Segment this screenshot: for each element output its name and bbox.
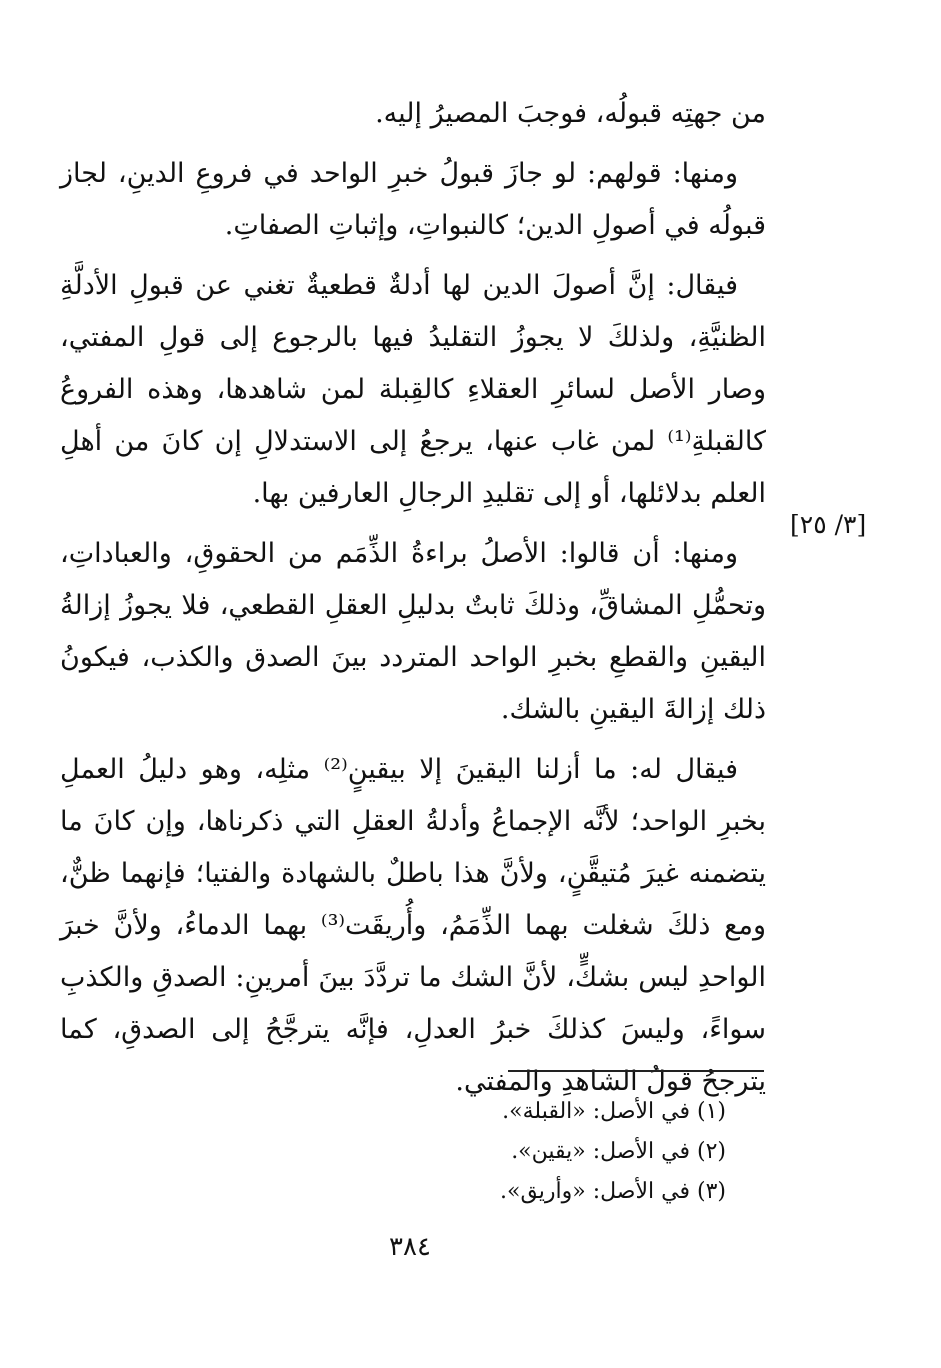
footnote-2: (٢) في الأصل: «يقين». xyxy=(511,1139,726,1164)
paragraph-objection-baraa: ومنها: أن قالوا: الأصلُ براءةُ الذِّمَم من الحقوقِ، والعباداتِ، وتحمُّلِ المشاقِّ، وذلكَ ثابتٌ بدليلِ العقلِ القطعي، فلا يجوزُ إزالةُ اليقينِ والقطعِ بخبرِ الواحد المتردد بينَ الصدق والكذب، فيكونُ ذلك إزالةَ اليقينِ بالشك. xyxy=(60,538,766,725)
footnote-1: (١) في الأصل: «القبلة». xyxy=(502,1099,726,1124)
paragraph-reply-usul: فيقال: إنَّ أصولَ الدين لها أدلةٌ قطعيةٌ تغني عن قبولِ الأدلَّةِ الظنيَّةِ، ولذلكَ لا يجوزُ التقليدُ فيها بالرجوع إلى قولِ المفتي، وصار الأصل لسائرِ العقلاءِ كالقِبلة لمن شاهدها، وهذه الفروعُ كالقبلةِ⁽¹⁾ لمن غاب عنها، يرجعُ إلى الاستدلالِ إن كانَ من أهلِ العلم بدلائلها، أو إلى تقليدِ الرجالِ العارفين بها. xyxy=(60,270,766,509)
footnote-divider xyxy=(508,1070,764,1072)
paragraph-objection-usul: ومنها: قولهم: لو جازَ قبولُ خبرِ الواحد في فروعِ الدينِ، لجاز قبولُه في أصولِ الدين؛ كالنبواتِ، وإثباتِ الصفاتِ. xyxy=(60,158,766,241)
manuscript-folio-marker: [٣/ ٢٥] xyxy=(790,510,867,539)
paragraph-continuation: من جهتِه قبولُه، فوجبَ المصيرُ إليه. xyxy=(375,98,766,129)
footnotes xyxy=(380,1092,726,1212)
main-text-body xyxy=(60,88,766,1108)
paragraph-reply-yaqin: فيقال له: ما أزلنا اليقينَ إلا بيقينٍ⁽²⁾ مثلِه، وهو دليلُ العملِ بخبرِ الواحد؛ لأنَّه الإجماعُ وأدلةُ العقلِ التي ذكرناها، وإن كانَ ما يتضمنه غيرَ مُتيقَّنٍ، ولأنَّ هذا باطلٌ بالشهادة والفتيا؛ فإنهما ظنٌّ، ومع ذلكَ شغلت بهما الذِّمَمُ، وأُريقَت⁽³⁾ بهما الدماءُ، ولأنَّ خبرَ الواحدِ ليس بشكٍّ، لأنَّ الشك ما تردَّدَ بينَ أمرينِ: الصدقِ والكذبِ سواءً، وليسَ كذلكَ خبرُ العدلِ، فإنَّه يترجَّحُ إلى الصدقِ، كما يترجحُ قولُ الشاهدِ والمفتي. xyxy=(60,754,767,1097)
page-number: ٣٨٤ xyxy=(389,1232,431,1262)
footnote-3: (٣) في الأصل: «وأريق». xyxy=(500,1179,726,1204)
